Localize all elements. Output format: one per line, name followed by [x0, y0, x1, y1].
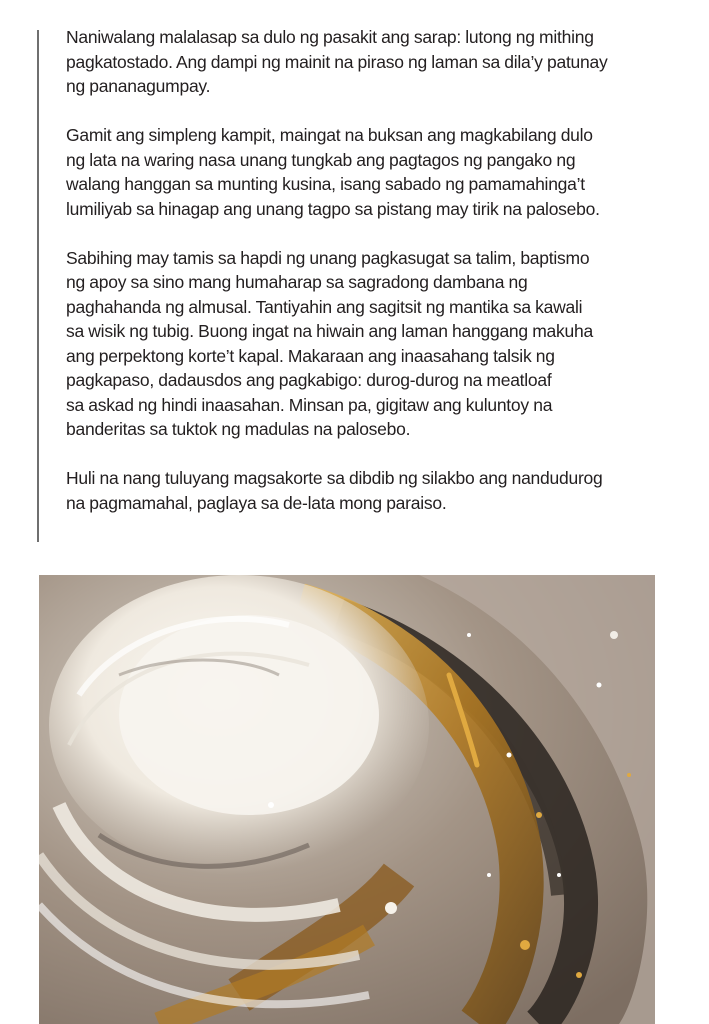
abstract-swirl-painting: [39, 575, 655, 1024]
paragraph-2: Gamit ang simpleng kampit, maingat na buksan ang magkabilang dulo ng lata na waring nasa unang tungkab ang pagtagos ng pangako ng walang hanggan sa munting kusina, isang sabado ng pamamahinga’t lumiliyab sa hinagap ang unang tagpo sa pistang may tirik na palosebo.: [66, 125, 600, 219]
paragraph-3: Sabihing may tamis sa hapdi ng unang pagkasugat sa talim, baptismo ng apoy sa sino mang humaharap sa sagradong dambana ng paghahanda ng almusal. Tantiyahin ang sagitsit ng mantika sa kawali sa wisik ng tubig. Buong ingat na hiwain ang laman hanggang makuha ang perpektong korte’t kapal. Makaraan ang inaasahang talsik ng pagkapaso, dadausdos ang pagkabigo: durog-durog na meatloaf sa askad ng hindi inaasahan. Minsan pa, gigitaw ang kuluntoy na banderitas sa tuktok ng madulas na palosebo.: [66, 247, 593, 439]
article-body: [66, 25, 686, 540]
paragraph-4: Huli na nang tuluyang magsakorte sa dibdib ng silakbo ang nandudurog na pagmamahal, paglaya sa de-lata mong paraiso.: [66, 468, 603, 513]
paragraph-1: Naniwalang malalasap sa dulo ng pasakit ang sarap: lutong ng mithing pagkatostado. Ang dampi ng mainit na piraso ng laman sa dila’y patunay ng pananagumpay.: [66, 27, 608, 96]
vertical-rule: [37, 30, 39, 542]
